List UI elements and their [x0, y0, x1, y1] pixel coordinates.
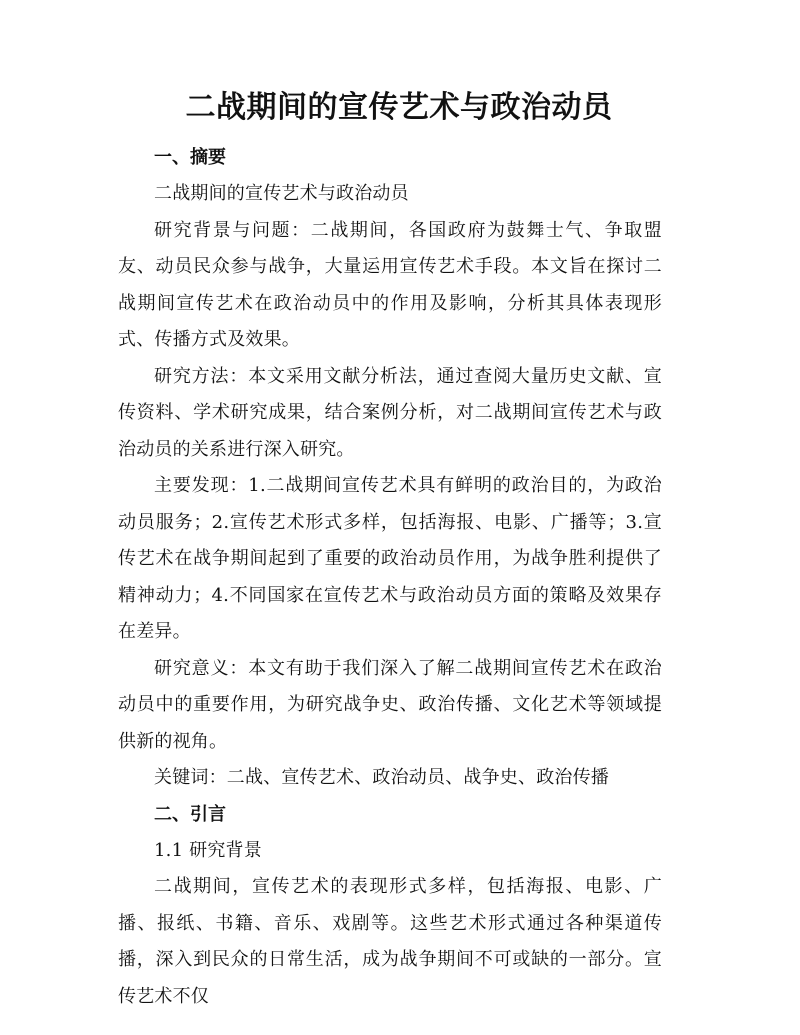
document-title: 二战期间的宣传艺术与政治动员	[185, 90, 613, 125]
keywords-line: 关键词：二战、宣传艺术、政治动员、战争史、政治传播	[154, 767, 609, 788]
section-heading-abstract: 一、摘要	[154, 147, 226, 168]
introduction-paragraph: 二战期间，宣传艺术的表现形式多样，包括海报、电影、广播、报纸、书籍、音乐、戏剧等。这些艺术形式通过各种渠道传播，深入到民众的日常生活，成为战争期间不可或缺的一部分。宣传艺术不仅	[118, 876, 662, 1007]
section-introduction	[118, 797, 662, 1016]
section-abstract	[118, 140, 662, 797]
abstract-title-line: 二战期间的宣传艺术与政治动员	[154, 183, 409, 204]
abstract-findings-paragraph: 主要发现：1.二战期间宣传艺术具有鲜明的政治目的，为政治动员服务；2.宣传艺术形式多样，包括海报、电影、广播等；3.宣传艺术在战争期间起到了重要的政治动员作用，为战争胜利提供了精神动力；4.不同国家在宣传艺术与政治动员方面的策略及效果存在差异。	[118, 475, 662, 642]
abstract-method-paragraph: 研究方法：本文采用文献分析法，通过查阅大量历史文献、宣传资料、学术研究成果，结合案例分析，对二战期间宣传艺术与政治动员的关系进行深入研究。	[118, 365, 662, 460]
section-heading-introduction: 二、引言	[154, 803, 226, 825]
abstract-background-paragraph: 研究背景与问题：二战期间，各国政府为鼓舞士气、争取盟友、动员民众参与战争，大量运用宣传艺术手段。本文旨在探讨二战期间宣传艺术在政治动员中的作用及影响，分析其具体表现形式、传播方式及效果。	[118, 219, 662, 350]
abstract-significance-paragraph: 研究意义：本文有助于我们深入了解二战期间宣传艺术在政治动员中的重要作用，为研究战争史、政治传播、文化艺术等领域提供新的视角。	[118, 657, 662, 752]
subsection-heading-background: 1.1 研究背景	[154, 839, 262, 861]
